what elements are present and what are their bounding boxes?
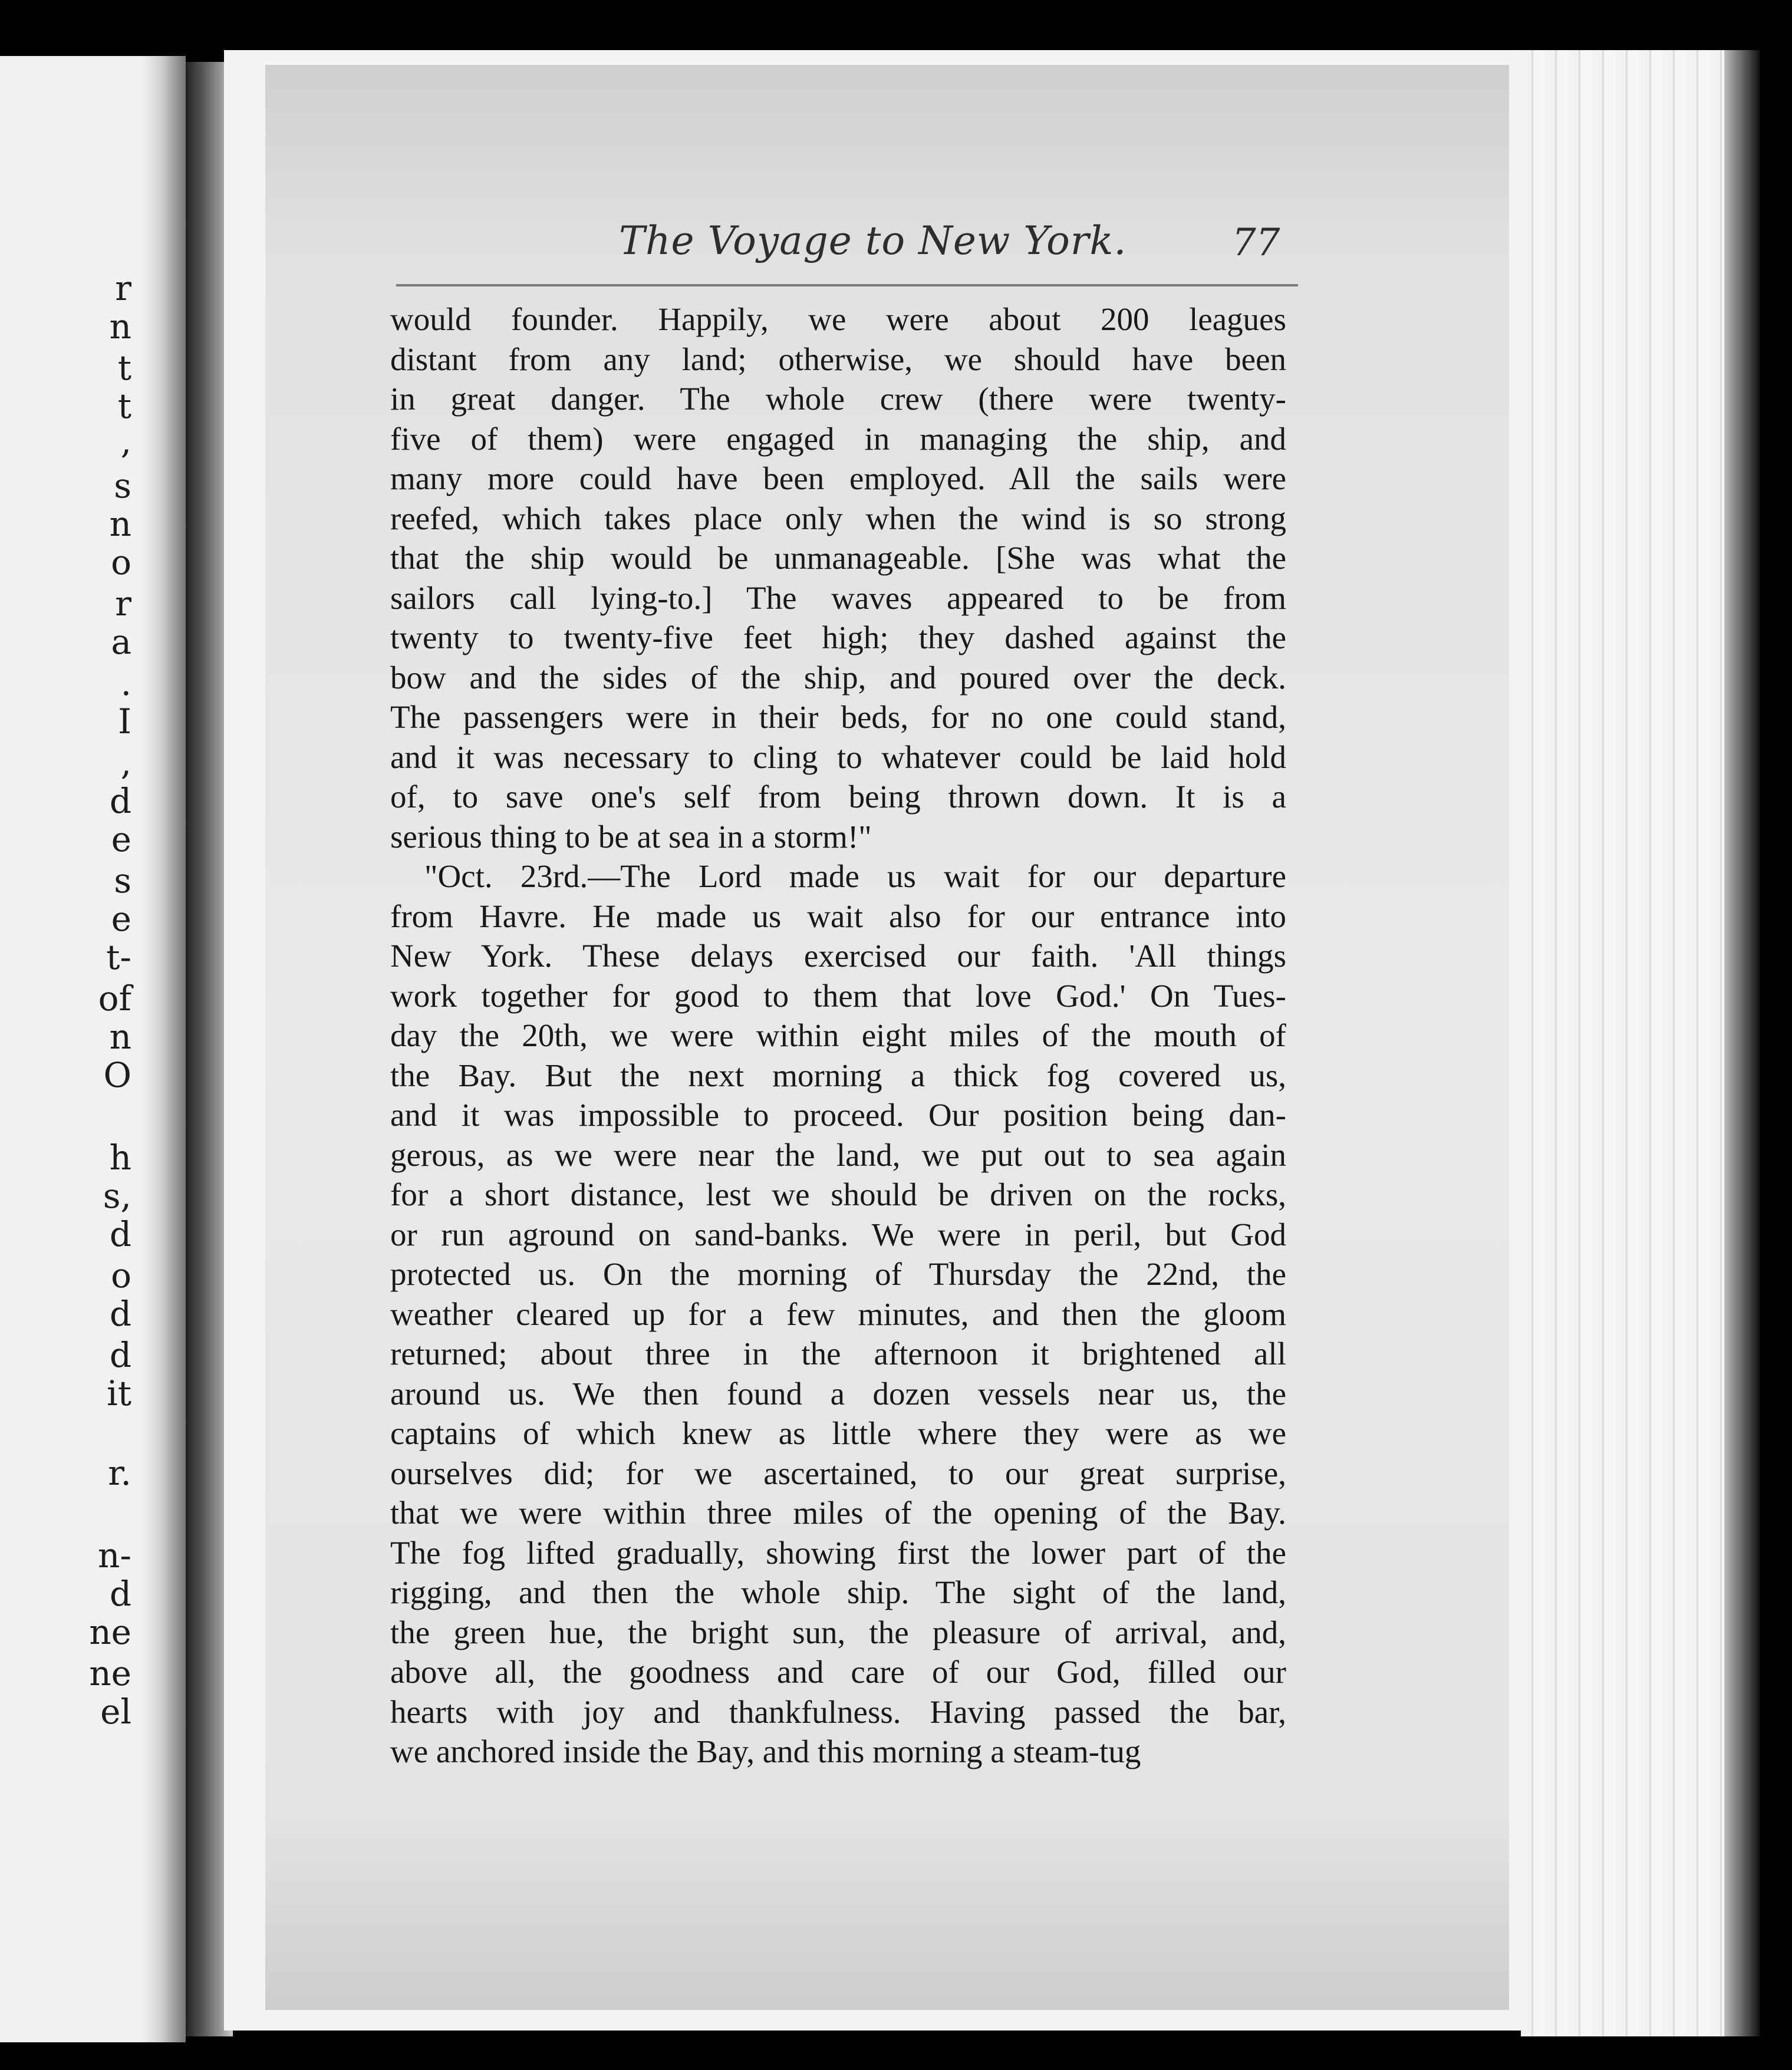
text-line-content: protected us. On the morning of Thursday the 22nd, the — [390, 1256, 1286, 1292]
text-line-content: bow and the sides of the ship, and poured over the deck. — [390, 659, 1286, 696]
text-line — [390, 1652, 1286, 1692]
text-line — [390, 1175, 1286, 1215]
text-line — [390, 658, 1286, 698]
text-line-content: for a short distance, lest we should be driven on the rocks, — [390, 1176, 1286, 1212]
text-line-content: that we were within three miles of the opening of the Bay. — [390, 1495, 1286, 1531]
previous-page-fragment: s — [114, 466, 131, 506]
text-line-content: from Havre. He made us wait also for our entrance into — [390, 898, 1286, 934]
previous-page — [0, 56, 186, 2042]
text-line-content: five of them) were engaged in managing the ship, and — [390, 420, 1286, 457]
running-header-title: The Voyage to New York. — [619, 218, 1127, 263]
text-line — [390, 1613, 1286, 1653]
text-line — [390, 737, 1286, 777]
previous-page-fragment: ne — [89, 1653, 131, 1693]
previous-page-fragment: o — [111, 1255, 131, 1296]
text-line — [390, 1254, 1286, 1294]
text-line-content: above all, the goodness and care of our God, filled our — [390, 1654, 1286, 1690]
previous-page-fragment: d — [109, 1574, 131, 1614]
text-line-content: the green hue, the bright sun, the pleasure of arrival, and, — [390, 1614, 1286, 1650]
previous-page-fragment: o — [111, 542, 131, 582]
text-line — [390, 976, 1286, 1016]
text-line-content: or run aground on sand-banks. We were in peril, but God — [390, 1216, 1286, 1252]
text-line — [390, 1215, 1286, 1255]
previous-page-fragment: d — [109, 1335, 131, 1375]
previous-page-fragment: I — [118, 701, 131, 741]
text-line-content: weather cleared up for a few minutes, and then the gloom — [390, 1296, 1286, 1332]
text-line-content: the Bay. But the next morning a thick fog covered us, — [390, 1057, 1286, 1093]
previous-page-fragment: r. — [108, 1453, 131, 1493]
text-line — [390, 499, 1286, 539]
text-line-content: day the 20th, we were within eight miles of the mouth of — [390, 1017, 1286, 1053]
left-page-gutter-shadow — [141, 56, 186, 2042]
text-line-content: serious thing to be at sea in a storm!" — [390, 818, 872, 855]
text-line-content: "Oct. 23rd.—The Lord made us wait for our departure — [424, 858, 1286, 894]
text-line — [390, 1692, 1286, 1732]
text-line — [390, 1334, 1286, 1374]
text-line — [390, 1413, 1286, 1453]
previous-page-fragment: s, — [103, 1176, 131, 1216]
text-line-content: The fog lifted gradually, showing first the lower part of the — [390, 1534, 1286, 1571]
text-line — [390, 538, 1286, 578]
text-line — [390, 419, 1286, 459]
text-line-content: ourselves did; for we ascertained, to our great surprise, — [390, 1455, 1286, 1491]
header-rule — [396, 284, 1298, 286]
previous-page-fragment: e — [111, 819, 131, 859]
text-line-content: rigging, and then the whole ship. The sight of the land, — [390, 1574, 1286, 1610]
text-line — [390, 817, 1286, 857]
text-line-content: work together for good to them that love God.' On Tues- — [390, 977, 1286, 1014]
text-line — [390, 1016, 1286, 1056]
text-line-content: hearts with joy and thankfulness. Having passed the bar, — [390, 1693, 1286, 1730]
text-line — [390, 1374, 1286, 1414]
text-line — [390, 578, 1286, 618]
previous-page-fragment: n — [109, 504, 131, 544]
previous-page-fragment: r — [115, 584, 131, 624]
previous-page-fragment: el — [100, 1692, 131, 1732]
previous-page-fragment: ne — [89, 1612, 131, 1652]
previous-page-fragment: h — [109, 1138, 131, 1178]
previous-page-fragment: a — [111, 622, 131, 662]
previous-page-fragment: n — [109, 306, 131, 347]
previous-page-fragment: d — [109, 781, 131, 821]
text-line-content: in great danger. The whole crew (there were twenty- — [390, 381, 1286, 417]
text-line — [390, 1135, 1286, 1175]
text-line-content: that the ship would be unmanageable. [She was what the — [390, 540, 1286, 576]
previous-page-fragment: t- — [106, 937, 131, 977]
text-line-content: reefed, which takes place only when the wind is so strong — [390, 500, 1286, 536]
text-line-content: New York. These delays exercised our faith. 'All things — [390, 938, 1286, 974]
text-line-content: sailors call lying-to.] The waves appeared to be from — [390, 579, 1286, 616]
text-line — [390, 1056, 1286, 1096]
text-line — [390, 1732, 1286, 1772]
previous-page-fragment: of — [98, 978, 131, 1018]
text-line — [390, 697, 1286, 737]
text-line-content: around us. We then found a dozen vessels near us, the — [390, 1375, 1286, 1412]
text-line — [390, 339, 1286, 380]
text-line-content: we anchored inside the Bay, and this morning a steam-tug — [390, 1733, 1141, 1769]
previous-page-fragment: . — [120, 663, 131, 703]
text-line-content: captains of which knew as little where they were as we — [390, 1415, 1286, 1451]
text-line — [390, 459, 1286, 499]
previous-page-fragment: n — [109, 1017, 131, 1057]
previous-page-fragment: d — [109, 1294, 131, 1334]
text-line — [390, 379, 1286, 419]
text-line — [390, 896, 1286, 937]
text-line — [390, 1493, 1286, 1533]
text-line — [390, 1453, 1286, 1494]
previous-page-fragment: , — [120, 421, 131, 462]
page-edges-shadow — [1724, 50, 1760, 2036]
text-line-content: and it was necessary to cling to whatever could be laid hold — [390, 739, 1286, 775]
text-line — [390, 299, 1286, 339]
body-text — [390, 299, 1286, 1772]
text-line — [390, 856, 1286, 896]
text-line-content: gerous, as we were near the land, we put out to sea again — [390, 1136, 1286, 1173]
text-line-content: returned; about three in the afternoon it brightened all — [390, 1336, 1286, 1372]
text-line — [390, 618, 1286, 658]
previous-page-fragment: t — [117, 386, 131, 426]
previous-page-fragment: d — [109, 1214, 131, 1254]
text-line — [390, 1095, 1286, 1135]
text-line — [390, 777, 1286, 817]
text-line-content: many more could have been employed. All the sails were — [390, 460, 1286, 496]
text-line — [390, 1294, 1286, 1334]
text-line-content: of, to save one's self from being thrown down. It is a — [390, 779, 1286, 815]
text-line-content: twenty to twenty-five feet high; they dashed against the — [390, 619, 1286, 655]
previous-page-fragment: s — [114, 861, 131, 901]
previous-page-fragment: it — [107, 1373, 131, 1413]
text-line-content: The passengers were in their beds, for no one could stand, — [390, 699, 1286, 735]
text-line-content: would founder. Happily, we were about 200 leagues — [390, 301, 1286, 337]
text-line-content: and it was impossible to proceed. Our position being dan- — [390, 1097, 1286, 1133]
previous-page-fragment: O — [103, 1055, 131, 1095]
page-number: 77 — [1232, 221, 1280, 265]
previous-page-fragment: t — [117, 348, 131, 388]
previous-page-fragment: , — [120, 743, 131, 783]
text-line — [390, 1533, 1286, 1573]
previous-page-fragment: e — [111, 899, 131, 939]
text-line — [390, 1573, 1286, 1613]
previous-page-fragment: r — [115, 268, 131, 308]
page-edges — [1521, 50, 1745, 2036]
text-line — [390, 936, 1286, 976]
text-line-content: distant from any land; otherwise, we should have been — [390, 341, 1286, 377]
previous-page-fragment: n- — [98, 1535, 131, 1575]
